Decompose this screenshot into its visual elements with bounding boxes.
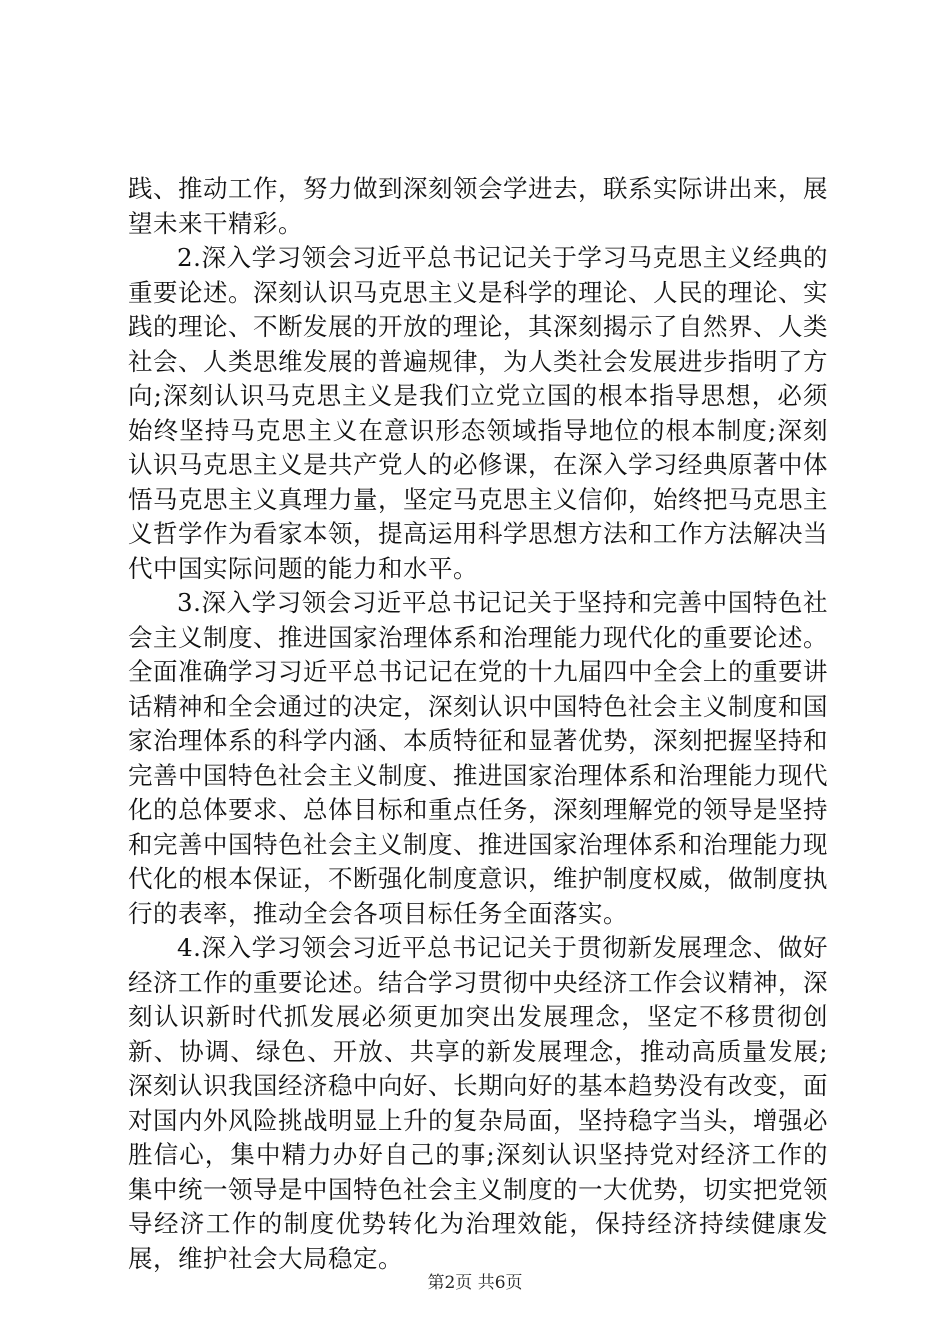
- paragraph-continuation: 践、推动工作，努力做到深刻领会学进去，联系实际讲出来，展望未来干精彩。: [128, 174, 828, 238]
- paragraph-item-3: 3.深入学习领会习近平总书记记关于坚持和完善中国特色社会主义制度、推进国家治理体系和治理能力现代化的重要论述。全面准确学习习近平总书记记在党的十九届四中全会上的重要讲话精神和全会通过的决定，深刻认识中国特色社会主义制度和国家治理体系的科学内涵、本质特征和显著优势，深刻把握坚持和完善中国特色社会主义制度、推进国家治理体系和治理能力现代化的总体要求、总体目标和重点任务，深刻理解党的领导是坚持和完善中国特色社会主义制度、推进国家治理体系和治理能力现代化的根本保证，不断强化制度意识，维护制度权威，做制度执行的表率，推动全会各项目标任务全面落实。: [128, 588, 828, 928]
- paragraph-item-2: 2.深入学习领会习近平总书记记关于学习马克思主义经典的重要论述。深刻认识马克思主义是科学的理论、人民的理论、实践的理论、不断发展的开放的理论，其深刻揭示了自然界、人类社会、人类思维发展的普遍规律，为人类社会发展进步指明了方向;深刻认识马克思主义是我们立党立国的根本指导思想，必须始终坚持马克思主义在意识形态领域指导地位的根本制度;深刻认识马克思主义是共产党人的必修课，在深入学习经典原著中体悟马克思主义真理力量，坚定马克思主义信仰，始终把马克思主义哲学作为看家本领，提高运用科学思想方法和工作方法解决当代中国实际问题的能力和水平。: [128, 243, 828, 583]
- page-number-footer: 第2页 共6页: [427, 1273, 523, 1293]
- document-body: [128, 172, 828, 1276]
- paragraph-item-4: 4.深入学习领会习近平总书记记关于贯彻新发展理念、做好经济工作的重要论述。结合学习贯彻中央经济工作会议精神，深刻认识新时代抓发展必须更加突出发展理念，坚定不移贯彻创新、协调、绿色、开放、共享的新发展理念，推动高质量发展;深刻认识我国经济稳中向好、长期向好的基本趋势没有改变，面对国内外风险挑战明显上升的复杂局面，坚持稳字当头，增强必胜信心，集中精力办好自己的事;深刻认识坚持党对经济工作的集中统一领导是中国特色社会主义制度的一大优势，切实把党领导经济工作的制度优势转化为治理效能，保持经济持续健康发展，维护社会大局稳定。: [128, 933, 828, 1273]
